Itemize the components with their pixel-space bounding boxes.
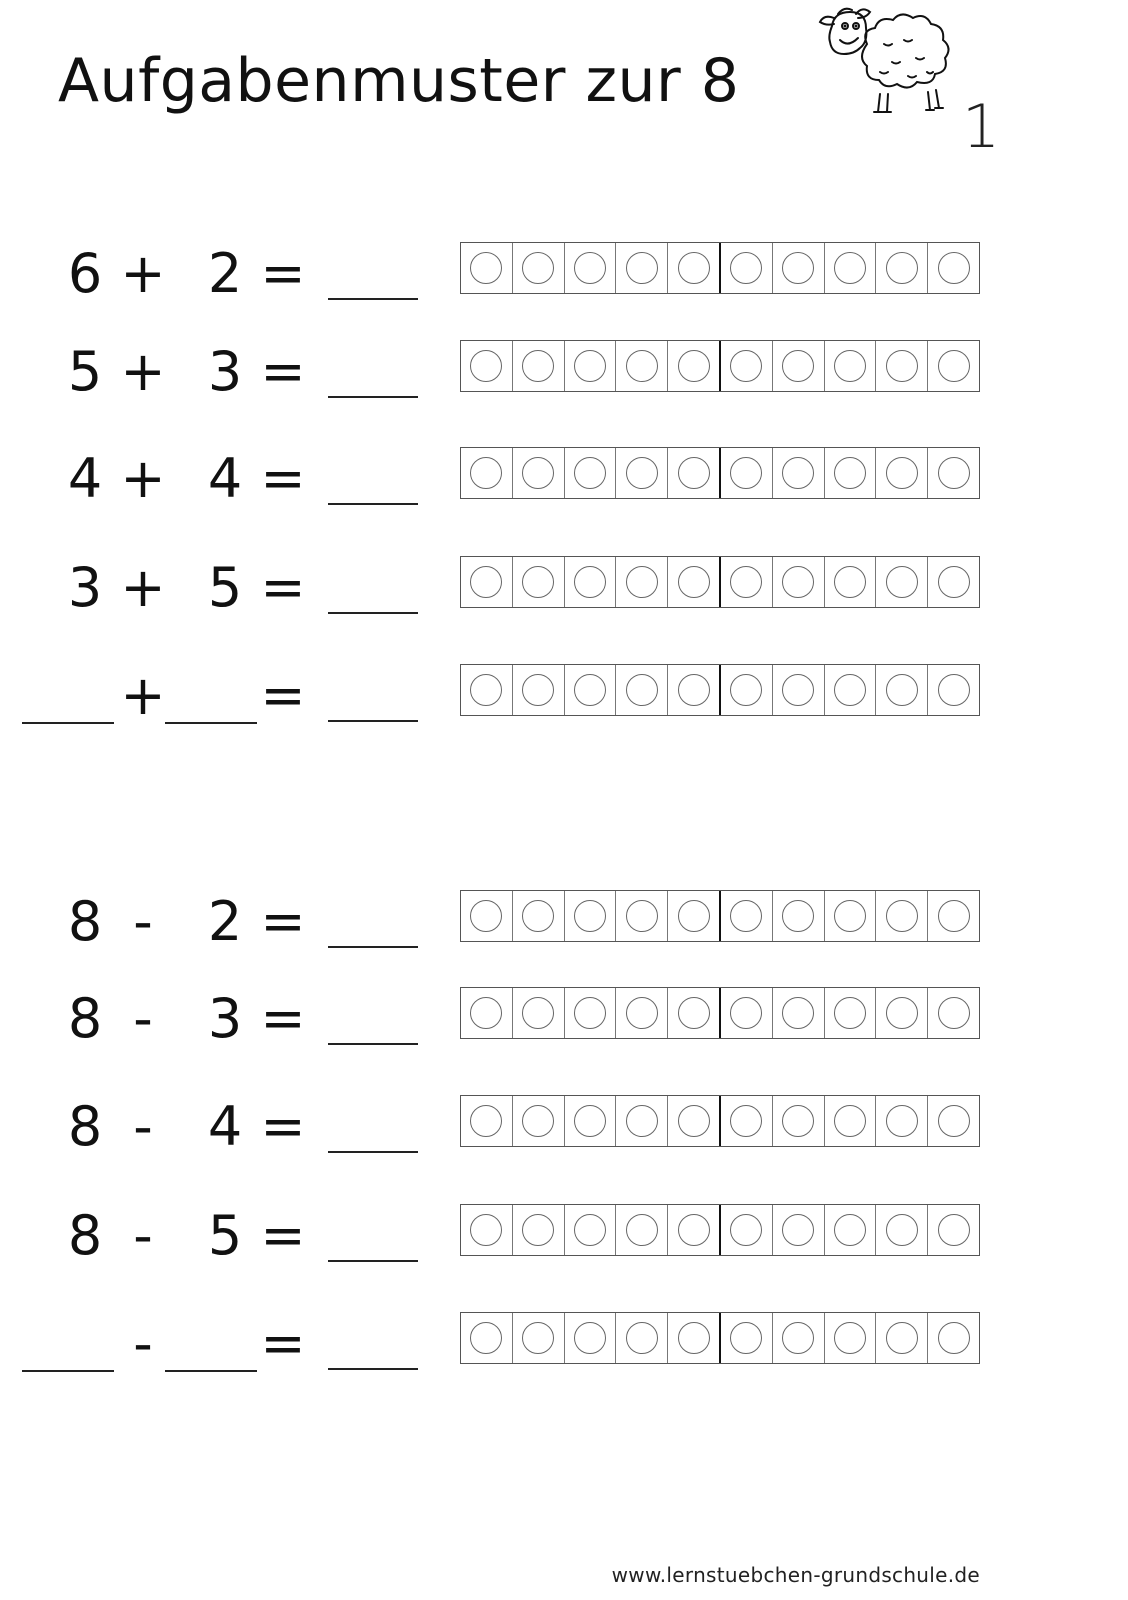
sheep-icon — [812, 4, 962, 122]
ten-frame-cell — [461, 557, 513, 607]
counter-circle[interactable] — [678, 674, 710, 706]
ten-frame-cell — [616, 243, 668, 293]
ten-frame-cell — [668, 1313, 721, 1363]
counter-circle[interactable] — [522, 350, 554, 382]
ten-frame-cell — [876, 341, 928, 391]
counter-circle[interactable] — [938, 457, 970, 489]
counter-circle[interactable] — [626, 1214, 658, 1246]
counter-circle[interactable] — [626, 252, 658, 284]
counter-circle[interactable] — [470, 1322, 502, 1354]
counter-circle[interactable] — [470, 457, 502, 489]
ten-frame-cell — [876, 1096, 928, 1146]
equals-sign: = — [260, 447, 306, 510]
ten-frame-cell — [928, 243, 979, 293]
counter-circle[interactable] — [834, 566, 866, 598]
counter-circle[interactable] — [886, 1322, 918, 1354]
ten-frame-cell — [876, 1205, 928, 1255]
counter-circle[interactable] — [886, 252, 918, 284]
operand-a: 8 — [67, 987, 103, 1050]
counter-circle[interactable] — [834, 1214, 866, 1246]
ten-frame-cell — [876, 665, 928, 715]
ten-frame-cell — [825, 1096, 877, 1146]
exercise-row — [0, 447, 1128, 513]
counter-circle[interactable] — [574, 1105, 606, 1137]
exercise-row — [0, 1204, 1128, 1270]
ten-frame — [460, 1312, 980, 1364]
ten-frame-cell — [721, 341, 773, 391]
ten-frame-cell — [461, 1205, 513, 1255]
ten-frame-cell — [616, 341, 668, 391]
ten-frame — [460, 447, 980, 499]
ten-frame-cell — [513, 341, 565, 391]
ten-frame-cell — [565, 1313, 617, 1363]
ten-frame-cell — [928, 341, 979, 391]
ten-frame-cell — [668, 1096, 721, 1146]
ten-frame-cell — [825, 891, 877, 941]
ten-frame-cell — [668, 891, 721, 941]
counter-circle[interactable] — [522, 900, 554, 932]
ten-frame-cell — [825, 1313, 877, 1363]
counter-circle[interactable] — [730, 1214, 762, 1246]
counter-circle[interactable] — [626, 457, 658, 489]
ten-frame-cell — [876, 1313, 928, 1363]
ten-frame — [460, 664, 980, 716]
counter-circle[interactable] — [574, 457, 606, 489]
counter-circle[interactable] — [522, 1322, 554, 1354]
ten-frame-cell — [721, 988, 773, 1038]
ten-frame-cell — [876, 448, 928, 498]
exercise-row — [0, 242, 1128, 308]
equals-sign: = — [260, 1312, 306, 1375]
counter-circle[interactable] — [522, 457, 554, 489]
ten-frame-cell — [513, 243, 565, 293]
operand-b: 3 — [207, 340, 243, 403]
ten-frame-cell — [721, 891, 773, 941]
ten-frame-cell — [565, 988, 617, 1038]
ten-frame-cell — [461, 341, 513, 391]
counter-circle[interactable] — [730, 566, 762, 598]
counter-circle[interactable] — [782, 1214, 814, 1246]
ten-frame-cell — [513, 891, 565, 941]
counter-circle[interactable] — [938, 674, 970, 706]
operand-a-blank[interactable] — [22, 1370, 114, 1372]
ten-frame-cell — [721, 557, 773, 607]
counter-circle[interactable] — [730, 997, 762, 1029]
ten-frame — [460, 1095, 980, 1147]
ten-frame-cell — [461, 891, 513, 941]
ten-frame-cell — [513, 988, 565, 1038]
ten-frame-cell — [721, 448, 773, 498]
counter-circle[interactable] — [470, 566, 502, 598]
exercise-row — [0, 340, 1128, 406]
counter-circle[interactable] — [678, 1322, 710, 1354]
counter-circle[interactable] — [678, 252, 710, 284]
counter-circle[interactable] — [574, 1214, 606, 1246]
operator: - — [133, 1095, 153, 1158]
ten-frame-cell — [616, 665, 668, 715]
equals-sign: = — [260, 340, 306, 403]
counter-circle[interactable] — [678, 1214, 710, 1246]
operand-b: 2 — [207, 242, 243, 305]
counter-circle[interactable] — [678, 457, 710, 489]
counter-circle[interactable] — [574, 350, 606, 382]
answer-blank[interactable] — [328, 1260, 418, 1262]
counter-circle[interactable] — [470, 997, 502, 1029]
counter-circle[interactable] — [678, 1105, 710, 1137]
ten-frame-cell — [616, 448, 668, 498]
counter-circle[interactable] — [522, 997, 554, 1029]
answer-blank[interactable] — [328, 1043, 418, 1045]
operator: - — [133, 987, 153, 1050]
ten-frame-cell — [461, 1313, 513, 1363]
operand-a: 5 — [67, 340, 103, 403]
counter-circle[interactable] — [678, 350, 710, 382]
ten-frame-cell — [928, 891, 979, 941]
ten-frame-cell — [773, 988, 825, 1038]
counter-circle[interactable] — [938, 566, 970, 598]
answer-blank[interactable] — [328, 1151, 418, 1153]
counter-circle[interactable] — [574, 997, 606, 1029]
ten-frame-cell — [773, 243, 825, 293]
ten-frame-cell — [928, 988, 979, 1038]
operator: - — [133, 1312, 153, 1375]
ten-frame — [460, 242, 980, 294]
operator: + — [120, 340, 166, 403]
counter-circle[interactable] — [938, 997, 970, 1029]
counter-circle[interactable] — [678, 566, 710, 598]
operand-b: 2 — [207, 890, 243, 953]
ten-frame-cell — [876, 557, 928, 607]
counter-circle[interactable] — [626, 566, 658, 598]
counter-circle[interactable] — [678, 997, 710, 1029]
ten-frame-cell — [616, 1096, 668, 1146]
operand-b: 5 — [207, 556, 243, 619]
counter-circle[interactable] — [470, 900, 502, 932]
counter-circle[interactable] — [782, 1105, 814, 1137]
ten-frame-cell — [668, 448, 721, 498]
ten-frame-cell — [773, 1313, 825, 1363]
ten-frame-cell — [773, 1205, 825, 1255]
counter-circle[interactable] — [834, 350, 866, 382]
page-title: Aufgabenmuster zur 8 — [58, 46, 740, 116]
page-number: 1 — [962, 92, 1001, 162]
counter-circle[interactable] — [886, 457, 918, 489]
ten-frame-cell — [773, 341, 825, 391]
counter-circle[interactable] — [470, 350, 502, 382]
ten-frame-cell — [616, 988, 668, 1038]
equals-sign: = — [260, 664, 306, 727]
ten-frame-cell — [721, 1096, 773, 1146]
ten-frame-cell — [773, 448, 825, 498]
ten-frame-cell — [461, 448, 513, 498]
counter-circle[interactable] — [626, 674, 658, 706]
counter-circle[interactable] — [522, 1214, 554, 1246]
operand-b: 5 — [207, 1204, 243, 1267]
counter-circle[interactable] — [886, 674, 918, 706]
answer-blank[interactable] — [328, 396, 418, 398]
ten-frame-cell — [513, 1205, 565, 1255]
counter-circle[interactable] — [574, 252, 606, 284]
ten-frame-cell — [721, 1313, 773, 1363]
counter-circle[interactable] — [730, 1105, 762, 1137]
answer-blank[interactable] — [328, 1368, 418, 1370]
counter-circle[interactable] — [938, 1105, 970, 1137]
counter-circle[interactable] — [886, 566, 918, 598]
counter-circle[interactable] — [470, 1214, 502, 1246]
counter-circle[interactable] — [782, 566, 814, 598]
ten-frame-cell — [928, 1313, 979, 1363]
ten-frame-cell — [565, 243, 617, 293]
answer-blank[interactable] — [328, 503, 418, 505]
exercise-row — [0, 556, 1128, 622]
ten-frame-cell — [616, 891, 668, 941]
ten-frame-cell — [773, 891, 825, 941]
counter-circle[interactable] — [470, 1105, 502, 1137]
operand-a-blank[interactable] — [22, 722, 114, 724]
counter-circle[interactable] — [626, 900, 658, 932]
operand-a: 8 — [67, 890, 103, 953]
exercise-row — [0, 987, 1128, 1053]
ten-frame-cell — [876, 891, 928, 941]
ten-frame-cell — [721, 665, 773, 715]
counter-circle[interactable] — [730, 252, 762, 284]
ten-frame — [460, 890, 980, 942]
ten-frame-cell — [825, 1205, 877, 1255]
counter-circle[interactable] — [834, 252, 866, 284]
counter-circle[interactable] — [730, 1322, 762, 1354]
counter-circle[interactable] — [626, 350, 658, 382]
ten-frame-cell — [668, 243, 721, 293]
counter-circle[interactable] — [730, 900, 762, 932]
ten-frame-cell — [616, 557, 668, 607]
ten-frame-cell — [513, 1096, 565, 1146]
ten-frame-cell — [773, 557, 825, 607]
operand-b-blank[interactable] — [165, 722, 257, 724]
counter-circle[interactable] — [522, 566, 554, 598]
ten-frame-cell — [721, 1205, 773, 1255]
operator: - — [133, 1204, 153, 1267]
counter-circle[interactable] — [782, 350, 814, 382]
ten-frame-cell — [721, 243, 773, 293]
operand-a: 6 — [67, 242, 103, 305]
ten-frame-cell — [616, 1313, 668, 1363]
ten-frame-cell — [668, 988, 721, 1038]
operator: + — [120, 242, 166, 305]
counter-circle[interactable] — [730, 674, 762, 706]
ten-frame-cell — [825, 341, 877, 391]
ten-frame-cell — [825, 665, 877, 715]
ten-frame — [460, 340, 980, 392]
ten-frame-cell — [825, 243, 877, 293]
ten-frame-cell — [876, 243, 928, 293]
ten-frame-cell — [461, 243, 513, 293]
counter-circle[interactable] — [470, 252, 502, 284]
operand-b-blank[interactable] — [165, 1370, 257, 1372]
ten-frame-cell — [928, 1096, 979, 1146]
answer-blank[interactable] — [328, 298, 418, 300]
ten-frame-cell — [825, 988, 877, 1038]
ten-frame-cell — [513, 448, 565, 498]
ten-frame-cell — [928, 665, 979, 715]
counter-circle[interactable] — [626, 1105, 658, 1137]
ten-frame-cell — [565, 1205, 617, 1255]
operand-a: 8 — [67, 1095, 103, 1158]
ten-frame-cell — [616, 1205, 668, 1255]
ten-frame-cell — [461, 665, 513, 715]
answer-blank[interactable] — [328, 720, 418, 722]
counter-circle[interactable] — [626, 1322, 658, 1354]
counter-circle[interactable] — [522, 252, 554, 284]
ten-frame-cell — [513, 557, 565, 607]
counter-circle[interactable] — [834, 1105, 866, 1137]
ten-frame-cell — [668, 665, 721, 715]
counter-circle[interactable] — [886, 1105, 918, 1137]
ten-frame-cell — [773, 1096, 825, 1146]
exercise-row — [0, 890, 1128, 956]
counter-circle[interactable] — [730, 457, 762, 489]
ten-frame — [460, 987, 980, 1039]
ten-frame-cell — [773, 665, 825, 715]
counter-circle[interactable] — [886, 997, 918, 1029]
ten-frame-cell — [668, 557, 721, 607]
counter-circle[interactable] — [938, 252, 970, 284]
counter-circle[interactable] — [834, 457, 866, 489]
counter-circle[interactable] — [938, 1214, 970, 1246]
counter-circle[interactable] — [574, 674, 606, 706]
ten-frame-cell — [461, 1096, 513, 1146]
operand-b: 4 — [207, 447, 243, 510]
counter-circle[interactable] — [574, 566, 606, 598]
operand-a: 8 — [67, 1204, 103, 1267]
counter-circle[interactable] — [834, 997, 866, 1029]
ten-frame-cell — [461, 988, 513, 1038]
counter-circle[interactable] — [678, 900, 710, 932]
counter-circle[interactable] — [626, 997, 658, 1029]
ten-frame-cell — [825, 448, 877, 498]
ten-frame-cell — [876, 988, 928, 1038]
counter-circle[interactable] — [938, 1322, 970, 1354]
counter-circle[interactable] — [782, 997, 814, 1029]
operator: + — [120, 447, 166, 510]
ten-frame-cell — [565, 448, 617, 498]
equals-sign: = — [260, 1095, 306, 1158]
counter-circle[interactable] — [574, 900, 606, 932]
equals-sign: = — [260, 890, 306, 953]
counter-circle[interactable] — [782, 1322, 814, 1354]
ten-frame-cell — [565, 341, 617, 391]
operand-a: 4 — [67, 447, 103, 510]
counter-circle[interactable] — [834, 900, 866, 932]
ten-frame — [460, 556, 980, 608]
ten-frame-cell — [825, 557, 877, 607]
counter-circle[interactable] — [782, 900, 814, 932]
counter-circle[interactable] — [782, 457, 814, 489]
operator: - — [133, 890, 153, 953]
counter-circle[interactable] — [730, 350, 762, 382]
operator: + — [120, 664, 166, 727]
ten-frame-cell — [565, 1096, 617, 1146]
ten-frame-cell — [513, 1313, 565, 1363]
operand-b: 3 — [207, 987, 243, 1050]
operand-b: 4 — [207, 1095, 243, 1158]
equals-sign: = — [260, 1204, 306, 1267]
counter-circle[interactable] — [938, 900, 970, 932]
ten-frame-cell — [928, 557, 979, 607]
ten-frame-cell — [513, 665, 565, 715]
exercise-row — [0, 1095, 1128, 1161]
ten-frame-cell — [565, 557, 617, 607]
ten-frame-cell — [928, 448, 979, 498]
counter-circle[interactable] — [522, 674, 554, 706]
ten-frame-cell — [928, 1205, 979, 1255]
counter-circle[interactable] — [522, 1105, 554, 1137]
answer-blank[interactable] — [328, 612, 418, 614]
ten-frame — [460, 1204, 980, 1256]
equals-sign: = — [260, 987, 306, 1050]
exercise-row — [0, 1312, 1128, 1378]
exercise-row — [0, 664, 1128, 730]
operand-a: 3 — [67, 556, 103, 619]
counter-circle[interactable] — [470, 674, 502, 706]
ten-frame-cell — [668, 341, 721, 391]
ten-frame-cell — [668, 1205, 721, 1255]
equals-sign: = — [260, 242, 306, 305]
counter-circle[interactable] — [834, 1322, 866, 1354]
answer-blank[interactable] — [328, 946, 418, 948]
counter-circle[interactable] — [886, 1214, 918, 1246]
counter-circle[interactable] — [834, 674, 866, 706]
counter-circle[interactable] — [574, 1322, 606, 1354]
counter-circle[interactable] — [886, 350, 918, 382]
footer-url: www.lernstuebchen-grundschule.de — [611, 1563, 980, 1587]
ten-frame-cell — [565, 665, 617, 715]
operator: + — [120, 556, 166, 619]
counter-circle[interactable] — [782, 252, 814, 284]
counter-circle[interactable] — [938, 350, 970, 382]
counter-circle[interactable] — [886, 900, 918, 932]
counter-circle[interactable] — [782, 674, 814, 706]
ten-frame-cell — [565, 891, 617, 941]
equals-sign: = — [260, 556, 306, 619]
